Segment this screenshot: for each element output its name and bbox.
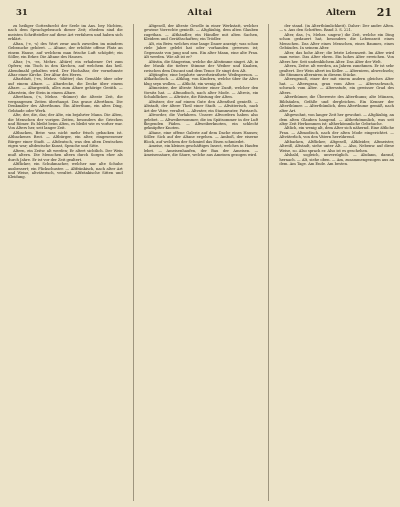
page-header xyxy=(8,6,392,20)
dictionary-entry: Alte, der, die, das; der Alte, ein bejahrter Mann. Die Alten, die Menschen der vorigen Zeiten, besonders die Griechen und Römer. Es bleibt beim Alten, es bleibt wie es vorher war. Von Alters her, seit langer Zeit. xyxy=(8,113,123,131)
dictionary-entry: Altern, ein Zeitw. alt werden; Er altert sichtlich. Der Wein muß altern. Die Menschen altern durch Sorgen eher als durch Jahre. Er ist vor der Zeit gealtert. xyxy=(8,148,123,162)
dictionary-entry: Altan, (-e, -s) des Wort zwar auch zuweilen im mindern Gebrauche gehöret. — Altane, der erhöhte offene Platz an einem Hause, auf welchem man frische Luft schöpfet; ein Söller, ein Erker. Die Altane des Hauses. xyxy=(8,41,123,60)
dictionary-entry: Alter, das hohe Alter; die letzte Lebenszeit. Im Alter wird man weise. Das Alter ehren. Ein hohes Alter erreichen. Von Alters her. Seit undenklichem Alter. Das Alter der Welt. xyxy=(279,50,395,64)
dictionary-entry: Altgewohnt, von langer Zeit her gewohnt. — Altgläubig, an dem alten Glauben hangend. — Altherkömmlich, was seit alter Zeit Herkommen ist; altherkömmliche Gebräuche. xyxy=(279,113,395,126)
left-running-title: Altai xyxy=(187,8,213,18)
dictionary-entry: Altar, (-s, -es, Mehrz. Altäre) ein erhabener Ort zum Opfern; ein Tisch in den Kirchen, auf welchem das heil. Abendmahl gehalten wird. Der Hochaltar, der vornehmste Altar einer Kirche. Der Altar des Herrn. xyxy=(8,59,123,77)
dictionary-entry: Altflicker, ein Schuhmacher, welcher nur alte Schuhe ausbessert; ein Flickschuster. — Altfränkisch, nach alter Art und Weise, altväterisch, veraltet. Altfränkische Sitten und Kleidung. xyxy=(8,162,123,180)
dictionary-entry: Alt, ein Beiw. welches eine lange Dauer anzeigt; was schon viele Jahre gelebt hat oder vorhanden gewesen ist; Gegensatz von jung und neu. Ein alter Mann, eine alte Frau. Alt werden. Wie alt ist er? xyxy=(143,41,259,60)
text-columns xyxy=(8,24,394,501)
dictionary-entry: Altmeister, der älteste Meister einer Zunft, welcher den Vorsitz hat. — Altmodisch, nach alter Mode. — Altreis, ein Schuhflicker. — Altrüste, die Rüstung der Alten. xyxy=(143,86,259,100)
dictionary-entry: Ältlich, ein wenig alt, dem Alter sich nähernd. Eine ältliche Frau. — Altmodisch, nach der alten Mode eingerichtet. — Altväterlich, von den Vätern herrührend. xyxy=(279,126,395,140)
dictionary-entry: Altbacken, Beiw. was nicht mehr frisch gebacken ist. Altbackenes Brot. — Altbürger, ein alter, eingesessener Bürger einer Stadt. — Altdeutsch, was den alten Deutschen eigen war; altdeutsche Kunst, Sprache und Sitte. xyxy=(8,130,123,149)
dictionary-entry: Altgesell, der älteste Geselle in einer Werkstatt, welcher gewisse Vorrechte genießt. — Altgläubig, dem alten Glauben zugethan. — Althändler, ein Händler mit alten Sachen, Kleidern und Geräthschaften; ein Trödler. xyxy=(143,24,259,42)
text-column-3 xyxy=(279,24,394,501)
dictionary-entry: Altersgenoß, einer der mit einem andern gleiches Alter hat. — Altersgrau, grau vom Alter. — Altersschwach, schwach vom Alter. — Altersstufe, ein gewisser Grad des Alters. xyxy=(279,77,395,95)
left-page-number: 31 xyxy=(16,8,28,18)
dictionary-entry: Altern, Zeitw. alt werden, an Jahren zunehmen. Er ist sehr gealtert. Der Wein altert im Keller. — Alterniren, abwechseln; die Stimmen alterniren in diesem Stücke. xyxy=(279,64,395,77)
right-running-title: Altern xyxy=(326,8,356,18)
column-divider xyxy=(268,24,269,501)
column-divider xyxy=(133,24,134,501)
text-column-1 xyxy=(8,24,123,501)
dictionary-entry: Altjüngfer, eine bejahrte unverheirathete Weibsperson. — Altkatholisch. — Altklug, von Kindern, welche über ihr Alter klug seyn wollen. — Altlicht, ein wenig alt. xyxy=(143,72,259,86)
dictionary-entry: Alter, das, (-s, Mehrz. ungew.) die Zeit, welche ein Ding schon gedauert hat, besonders die Lebenszeit eines Menschen. Das Alter eines Menschen, eines Baumes, eines Gebäudes. In seinem Alter. xyxy=(279,32,395,51)
dictionary-entry: der stand. (in Alterthümlichkeit). Daher: Der andre Alten. — s. Aus den Schriften. Band 3. S. 221. xyxy=(279,24,395,33)
dictionary-entry: Alsbald, sogleich, unverzüglich. — Alsdann, darauf, hernach. — Alt, siehe oben. — Am, zusammengezogen aus an dem. Am Tage. Am Ende. Am besten. xyxy=(279,153,395,167)
dictionary-entry: Altane, eine offene Galerie auf dem Dache eines Hauses; Söller. Sich auf der Altane ergehen. — Amboß, der eiserne Block, auf welchem der Schmied das Eisen schmiedet. xyxy=(143,130,259,144)
dictionary-entry: Altarblatt, (-es, Mehrz. -blätter) das Gemälde über oder auf einem Altare. — Altardecke, die Decke über einem Altare. — Altargeräth, alles zum Altare gehörige Geräth. — Altarstein, der Stein in einem Altare. xyxy=(8,77,123,95)
dictionary-entry: Ameise, ein kleines geschäftiges Insect, welches in Haufen lebet. — Ameisenhaufen, der Bau der Ameisen. — Ameisensäure, die Säure, welche aus Ameisen gezogen wird. xyxy=(143,144,259,158)
text-column-2 xyxy=(144,24,259,501)
dictionary-entry: zu heiliger Gottesfurcht der Seele im Ans. bey Nichten, nach dem Sprachgebrauch dieser Zeit; ehedem sind die meisten Schriftsteller auf diese Art verfahren und haben sich erklärt. xyxy=(8,24,123,42)
dictionary-entry: Altvorder, die Vorfahren. Unsere Altvordern haben also gelebet. — Altweibersommer, die im Spätsommer in der Luft fliegenden Fäden. — Altweiberknoten, ein schlecht geknüpfter Knoten. xyxy=(143,113,259,131)
dictionary-entry: Alterthum, (-s, Mehrz. -thümer) die älteste Zeit, die vergangenen Zeiten überhaupt. Das graue Alterthum. Die Denkmäler des Alterthums. Ein Alterthum, ein altes Ding, Gebäude oder Werk. xyxy=(8,95,123,113)
dictionary-entry: Altistin, die Sängerinn, welche die Altstimme singet. Alt, in der Musik die tiefere Stimme der Weiber und Knaben, zwischen dem Discant und dem Tenor. Er singt den Alt. xyxy=(143,59,259,73)
dictionary-entry: Alterthümer, die Überreste des Alterthums; alte Münzen, Bildsäulen, Gefäße und dergleichen. Ein Kenner der Alterthümer. — Alterthümlich, dem Alterthume gemäß, nach alter Art. xyxy=(279,95,395,113)
dictionary-entry: Altsitzer, der auf einem Gute den Altentheil genießt. — Altstadt, der ältere Theil einer Stadt. — Altväterisch, nach Art der Väter, veraltet. — Altvater, ein Stammvater, Patriarch. xyxy=(143,99,259,113)
dictionary-entry: Altbacken, Altflicker, Altgesell, Altkleider, Altmeister, Altreiß, Altstadt, siehe unter Alt. — Also, Nebenw. auf diese Weise, so. Also sprach er. Also ist es geschehen. xyxy=(279,139,395,153)
right-page-number: 21 xyxy=(376,6,392,19)
